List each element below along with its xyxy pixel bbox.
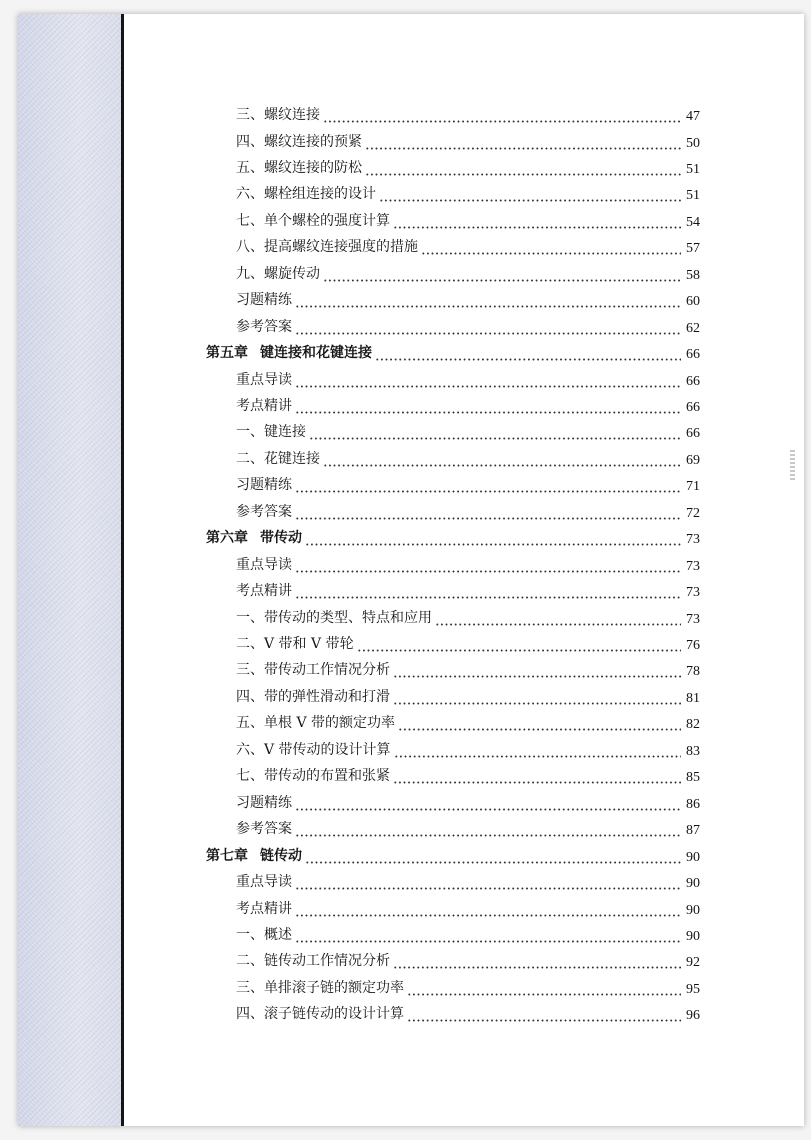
entry-title: 七、单个螺栓的强度计算 — [236, 212, 390, 229]
entry-title: 四、螺纹连接的预紧 — [236, 133, 362, 150]
toc-entry — [236, 449, 700, 469]
page-number: 82 — [686, 717, 700, 733]
entry-title: 四、带的弹性滑动和打滑 — [236, 688, 390, 705]
entry-title: 六、V 带传动的设计计算 — [236, 741, 391, 758]
leader-dots — [435, 614, 681, 628]
entry-title: 六、螺栓组连接的设计 — [236, 186, 376, 203]
leader-dots — [379, 190, 681, 204]
page-number: 73 — [686, 585, 700, 601]
page-number: 95 — [686, 981, 700, 997]
entry-title: 三、螺纹连接 — [236, 107, 320, 123]
entry-title: 重点导读 — [236, 371, 292, 388]
table-of-contents — [18, 14, 804, 1126]
page-number: 96 — [686, 1008, 700, 1024]
leader-dots — [398, 719, 681, 733]
toc-entry — [236, 899, 700, 919]
toc-entry — [236, 872, 700, 892]
leader-dots — [305, 534, 681, 548]
toc-entry — [236, 396, 700, 416]
toc-entry — [236, 237, 700, 257]
page-number: 66 — [686, 347, 700, 362]
entry-title: 重点导读 — [236, 556, 292, 573]
toc-entry — [236, 793, 700, 813]
toc-entry — [236, 634, 700, 654]
entry-title: 四、滚子链传动的设计计算 — [236, 1006, 404, 1023]
page-number: 69 — [686, 452, 700, 468]
entry-title: 习题精练 — [236, 292, 292, 309]
page-number: 66 — [686, 373, 700, 389]
page-number: 62 — [686, 320, 700, 336]
leader-dots — [295, 799, 681, 813]
page-number: 92 — [686, 955, 700, 971]
entry-title: 一、键连接 — [236, 424, 306, 441]
toc-entry — [236, 370, 700, 390]
toc-entry — [236, 158, 700, 178]
page-number: 60 — [686, 294, 700, 310]
chapter-number: 第七章 — [206, 847, 248, 864]
leader-dots — [421, 243, 681, 257]
entry-title: 九、螺旋传动 — [236, 265, 320, 282]
entry-title: 八、提高螺纹连接强度的措施 — [236, 239, 418, 256]
entry-title: 一、概述 — [236, 926, 292, 943]
toc-entry — [236, 105, 700, 125]
toc-chapter-entry — [206, 846, 700, 866]
page-number: 83 — [686, 743, 700, 759]
toc-entry — [236, 608, 700, 628]
page-number: 87 — [686, 823, 700, 839]
toc-entry — [236, 581, 700, 601]
toc-entry — [236, 264, 700, 284]
page-number: 54 — [686, 214, 700, 230]
leader-dots — [407, 1010, 681, 1024]
document-page — [18, 14, 804, 1126]
toc-entry — [236, 211, 700, 231]
entry-title: 习题精练 — [236, 477, 292, 494]
leader-dots — [295, 323, 681, 337]
entry-title: 考点精讲 — [236, 583, 292, 600]
page-number: 90 — [686, 902, 700, 918]
toc-entry — [236, 713, 700, 733]
page-number: 90 — [686, 928, 700, 944]
page-number: 73 — [686, 611, 700, 627]
page-number: 57 — [686, 241, 700, 257]
toc-entry — [236, 132, 700, 152]
entry-title: 习题精练 — [236, 794, 292, 811]
entry-title: 七、带传动的布置和张紧 — [236, 768, 390, 785]
toc-entry — [236, 475, 700, 495]
leader-dots — [295, 878, 681, 892]
leader-dots — [393, 957, 681, 971]
page-number: 66 — [686, 426, 700, 442]
page-number: 71 — [686, 479, 700, 495]
toc-entry — [236, 740, 700, 760]
leader-dots — [295, 508, 681, 522]
chapter-title: 带传动 — [260, 530, 302, 547]
leader-dots — [295, 587, 681, 601]
toc-entry — [236, 422, 700, 442]
page-number: 90 — [686, 849, 700, 865]
page-number: 90 — [686, 876, 700, 891]
leader-dots — [365, 138, 681, 152]
toc-entry — [236, 660, 700, 680]
leader-dots — [295, 825, 681, 839]
toc-chapter-entry — [206, 343, 700, 363]
leader-dots — [295, 376, 681, 390]
leader-dots — [393, 666, 681, 680]
leader-dots — [357, 640, 681, 654]
entry-title: 五、螺纹连接的防松 — [236, 159, 362, 176]
entry-title: 考点精讲 — [236, 397, 292, 414]
entry-title: 参考答案 — [236, 821, 292, 838]
page-number: 78 — [686, 664, 700, 680]
page-number: 85 — [686, 770, 700, 786]
leader-dots — [393, 693, 681, 707]
leader-dots — [295, 402, 681, 416]
leader-dots — [295, 296, 681, 310]
page-number: 76 — [686, 638, 700, 653]
chapter-title: 键连接和花键连接 — [260, 345, 372, 361]
leader-dots — [323, 270, 681, 284]
page-number: 66 — [686, 399, 700, 415]
page-number: 72 — [686, 505, 700, 521]
leader-dots — [393, 772, 681, 786]
toc-entry — [236, 766, 700, 786]
leader-dots — [323, 455, 681, 469]
toc-entry — [236, 184, 700, 204]
page-number: 50 — [686, 135, 700, 151]
leader-dots — [305, 852, 681, 866]
toc-entry — [236, 290, 700, 310]
toc-entry — [236, 951, 700, 971]
page-number: 51 — [686, 161, 700, 177]
leader-dots — [365, 164, 681, 178]
edge-artifact — [790, 450, 795, 480]
entry-title: 重点导读 — [236, 874, 292, 890]
toc-entry — [236, 502, 700, 522]
leader-dots — [375, 349, 681, 363]
page-number: 81 — [686, 690, 700, 706]
entry-title: 五、单根 V 带的额定功率 — [236, 715, 396, 732]
toc-entry — [236, 555, 700, 575]
entry-title: 二、花键连接 — [236, 450, 320, 467]
page-number: 73 — [686, 532, 700, 548]
entry-title: 参考答案 — [236, 318, 292, 335]
leader-dots — [407, 984, 681, 998]
leader-dots — [309, 428, 681, 442]
entry-title: 二、V 带和 V 带轮 — [236, 636, 354, 652]
page-number: 73 — [686, 558, 700, 574]
toc-entry — [236, 687, 700, 707]
leader-dots — [295, 931, 681, 945]
toc-entry — [236, 819, 700, 839]
entry-title: 二、链传动工作情况分析 — [236, 953, 390, 970]
leader-dots — [323, 111, 681, 125]
entry-title: 一、带传动的类型、特点和应用 — [236, 609, 432, 626]
page-number: 86 — [686, 796, 700, 812]
leader-dots — [393, 217, 681, 231]
chapter-title: 链传动 — [260, 847, 302, 864]
toc-entry — [236, 925, 700, 945]
leader-dots — [295, 481, 681, 495]
chapter-number: 第六章 — [206, 530, 248, 547]
entry-title: 三、带传动工作情况分析 — [236, 662, 390, 679]
toc-entry — [236, 978, 700, 998]
entry-title: 参考答案 — [236, 503, 292, 520]
toc-chapter-entry — [206, 528, 700, 548]
page-number: 47 — [686, 109, 700, 124]
leader-dots — [295, 561, 681, 575]
toc-entry — [236, 317, 700, 337]
chapter-number: 第五章 — [206, 345, 248, 361]
page-number: 58 — [686, 267, 700, 283]
entry-title: 三、单排滚子链的额定功率 — [236, 979, 404, 996]
page-number: 51 — [686, 188, 700, 204]
leader-dots — [295, 905, 681, 919]
leader-dots — [394, 746, 681, 760]
toc-entry — [236, 1004, 700, 1024]
entry-title: 考点精讲 — [236, 900, 292, 917]
